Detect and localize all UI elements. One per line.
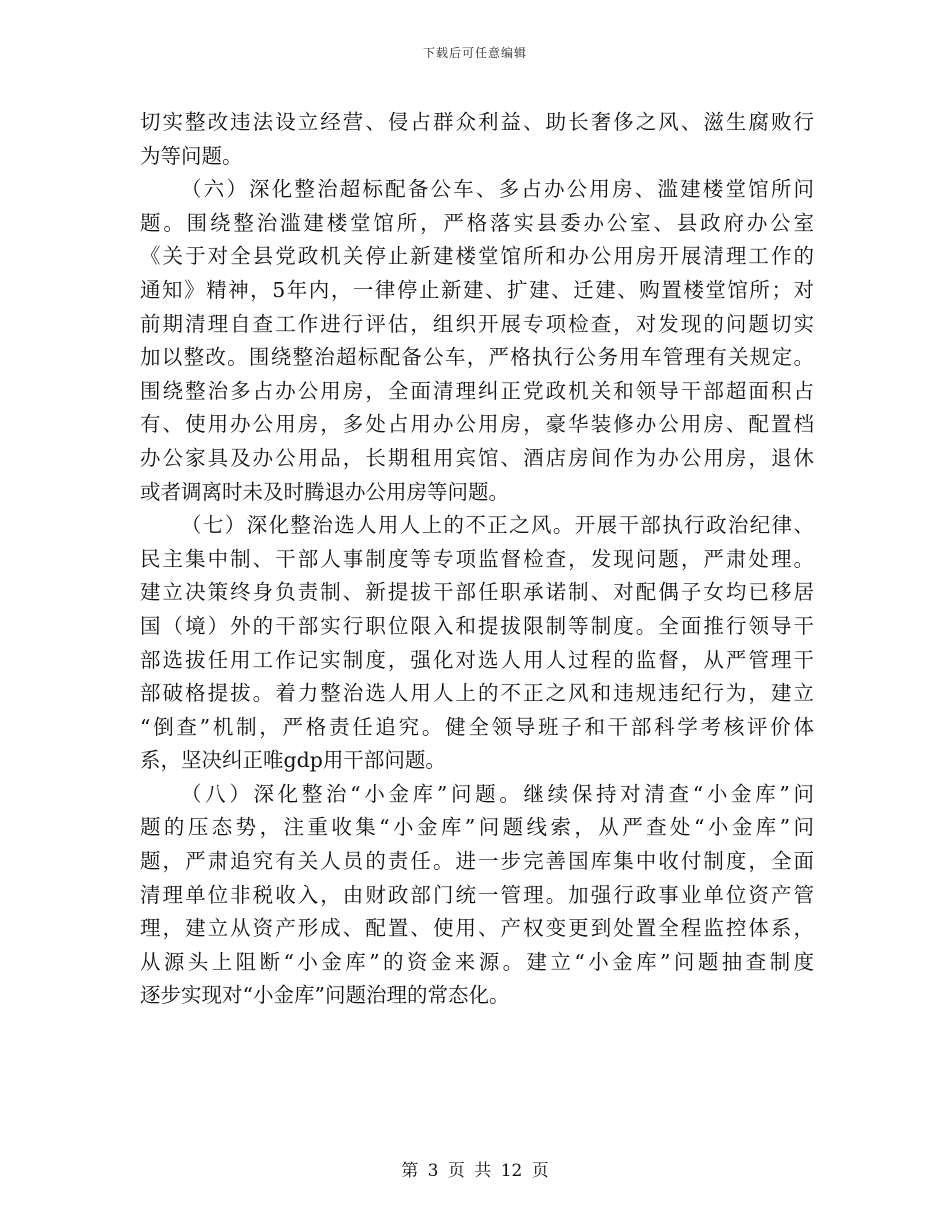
text-line: 切实整改违法设立经营、侵占群众利益、助长奢侈之风、滋生腐败行 [140, 110, 814, 134]
text-line: 通知》精神，5年内，一律停止新建、扩建、迁建、购置楼堂馆所；对 [140, 277, 814, 302]
section-6-heading-line: （六）深化整治超标配备公车、多占办公用房、滥建楼堂馆所问 [181, 177, 814, 202]
text-line: 围绕整治多占办公用房，全面清理纠正党政机关和领导干部超面积占 [140, 378, 814, 403]
text-line: 题。围绕整治滥建楼堂馆所，严格落实县委办公室、县政府办公室 [140, 210, 814, 235]
text-line: 清理单位非税收入，由财政部门统一管理。加强行政事业单位资产管 [140, 882, 814, 907]
text-line: 部破格提拔。着力整治选人用人上的不正之风和违规违纪行为，建立 [140, 681, 814, 706]
text-line: 加以整改。围绕整治超标配备公车，严格执行公务用车管理有关规定。 [140, 345, 814, 370]
text-line: 题，严肃追究有关人员的责任。进一步完善国库集中收付制度，全面 [140, 849, 814, 874]
text-line: 理，建立从资产形成、配置、使用、产权变更到处置全程监控体系， [140, 916, 814, 941]
text-line: “倒查”机制，严格责任追究。健全领导班子和干部科学考核评价体 [140, 714, 814, 739]
text-line: 为等问题。 [140, 143, 243, 168]
page-header-note: 下载后可任意编辑 [422, 46, 527, 60]
text-line: 有、使用办公用房，多处占用办公用房，豪华装修办公用房、配置档 [140, 412, 814, 437]
text-line: 或者调离时未及时腾退办公用房等问题。 [140, 479, 509, 504]
section-7-heading-line: （七）深化整治选人用人上的不正之风。开展干部执行政治纪律、 [181, 513, 814, 538]
text-line: 逐步实现对“小金库”问题治理的常态化。 [140, 983, 510, 1008]
text-line: 国（境）外的干部实行职位限入和提拔限制等制度。全面推行领导干 [140, 613, 814, 638]
text-line: 题的压态势，注重收集“小金库”问题线索，从严查处“小金库”问 [140, 815, 814, 840]
section-8-heading-line: （八）深化整治“小金库”问题。继续保持对清查“小金库”问 [181, 781, 814, 806]
text-line: 前期清理自查工作进行评估，组织开展专项检查，对发现的问题切实 [140, 311, 814, 336]
text-line: 建立决策终身负责制、新提拔干部任职承诺制、对配偶子女均已移居 [140, 580, 814, 605]
text-line: 部选拔任用工作记实制度，强化对选人用人过程的监督，从严管理干 [140, 647, 814, 672]
text-line: 办公家具及办公用品，长期租用宾馆、酒店房间作为办公用房，退休 [140, 445, 814, 470]
text-line: 民主集中制、干部人事制度等专项监督检查，发现问题，严肃处理。 [140, 546, 814, 571]
page-number: 第 3 页 共 12 页 [401, 1161, 549, 1181]
text-line: 《关于对全县党政机关停止新建楼堂馆所和办公用房开展清理工作的 [140, 244, 814, 269]
document-body [140, 106, 814, 1013]
text-line: 系，坚决纠正唯gdp用干部问题。 [140, 748, 446, 773]
text-line: 从源头上阻断“小金库”的资金来源。建立“小金库”问题抽查制度 [140, 949, 814, 974]
